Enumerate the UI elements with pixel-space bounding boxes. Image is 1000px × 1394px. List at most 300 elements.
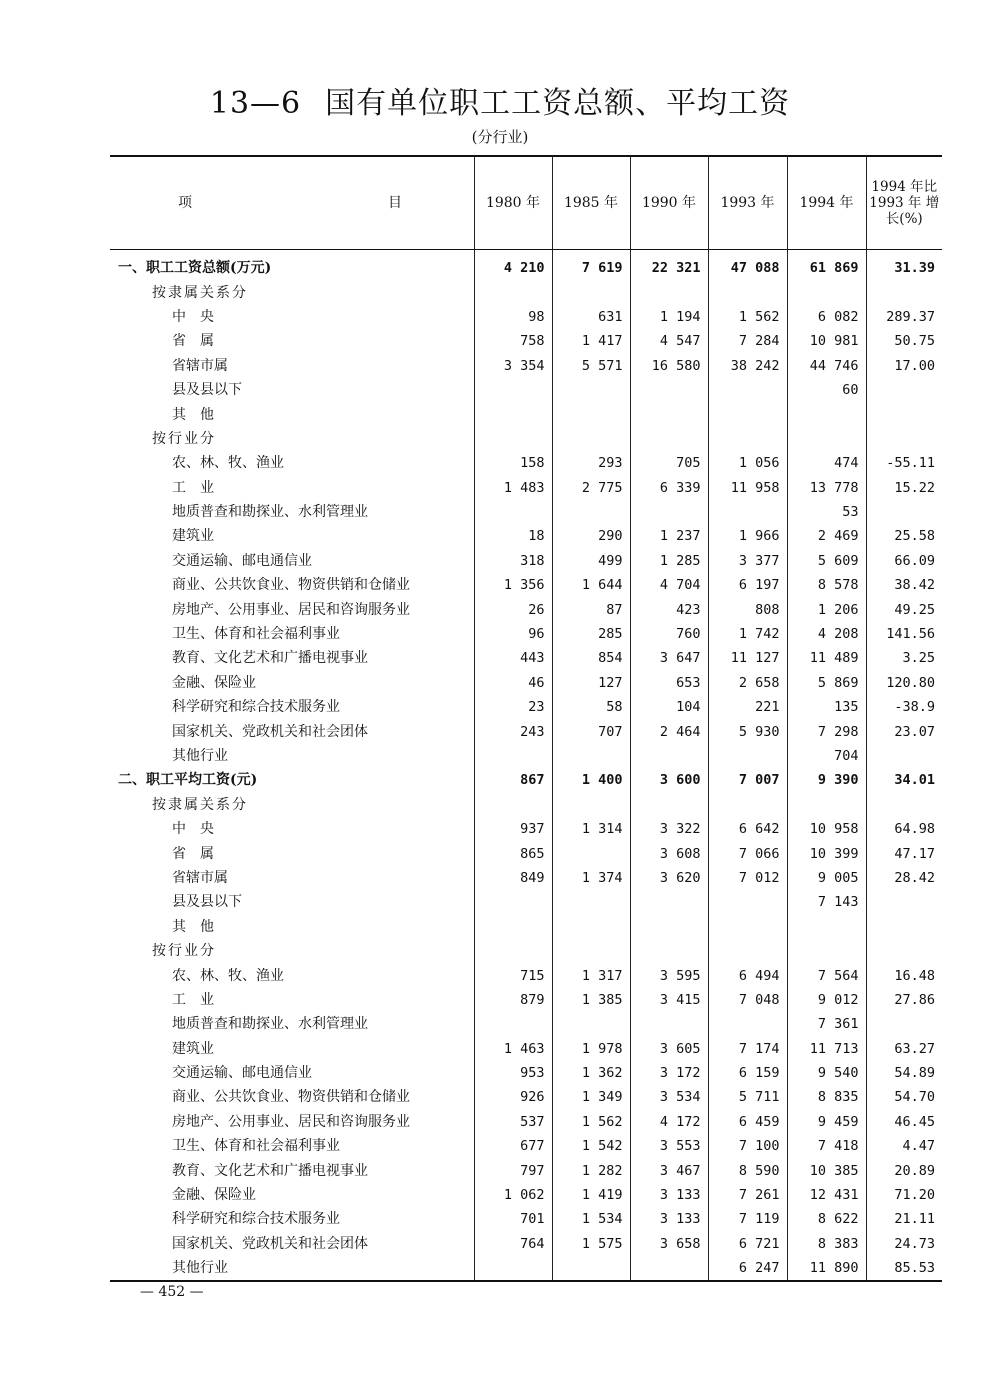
row-label: 其他行业 — [110, 1256, 474, 1281]
header-item-label: 项 — [178, 195, 192, 211]
row-value — [630, 378, 708, 402]
row-value: 1 374 — [552, 866, 630, 890]
section-row — [110, 768, 942, 792]
table-row — [110, 1134, 942, 1158]
row-value: 1 356 — [474, 573, 552, 597]
row-label: 县及县以下 — [172, 382, 242, 399]
table-row — [110, 988, 942, 1012]
row-value — [866, 378, 942, 402]
group-row — [110, 939, 942, 963]
row-label: 地质普查和勘探业、水利管理业 — [172, 504, 368, 521]
row-value — [708, 890, 787, 914]
row-value: 54.89 — [866, 1061, 942, 1085]
row-label: 中央 — [172, 821, 228, 838]
table-body — [110, 250, 942, 1282]
row-value: 47.17 — [866, 841, 942, 865]
row-value: 1 483 — [474, 476, 552, 500]
row-value: 9 012 — [787, 988, 866, 1012]
row-value: 63.27 — [866, 1037, 942, 1061]
row-value: 11 127 — [708, 646, 787, 670]
table-title — [0, 78, 1000, 122]
row-value — [474, 402, 552, 426]
row-value — [866, 939, 942, 963]
row-value: 1 966 — [708, 524, 787, 548]
table-row — [110, 402, 942, 426]
row-label: 国家机关、党政机关和社会团体 — [172, 723, 368, 740]
row-value — [552, 890, 630, 914]
row-value: 1 562 — [708, 305, 787, 329]
row-value: 135 — [787, 695, 866, 719]
row-value — [630, 1012, 708, 1036]
table-row — [110, 671, 942, 695]
row-value: 10 958 — [787, 817, 866, 841]
row-value — [708, 939, 787, 963]
row-value: 926 — [474, 1085, 552, 1109]
row-value: 1 542 — [552, 1134, 630, 1158]
table-number: 13—6 — [209, 86, 302, 121]
header-row — [110, 156, 942, 250]
row-value — [708, 402, 787, 426]
row-value: 44 746 — [787, 354, 866, 378]
row-value: 1 978 — [552, 1037, 630, 1061]
row-value: 3 620 — [630, 866, 708, 890]
row-value: 23.07 — [866, 719, 942, 743]
row-value: 715 — [474, 963, 552, 987]
row-value: 474 — [787, 451, 866, 475]
row-label: 地质普查和勘探业、水利管理业 — [172, 1016, 368, 1033]
row-label: 教育、文化艺术和广播电视事业 — [172, 650, 368, 667]
row-value — [552, 915, 630, 939]
row-label: 农、林、牧、渔业 — [172, 967, 284, 984]
row-value: 3 600 — [630, 768, 708, 792]
row-value — [630, 744, 708, 768]
row-value: 64.98 — [866, 817, 942, 841]
row-value — [552, 280, 630, 304]
row-value: 66.09 — [866, 549, 942, 573]
row-value: 1 534 — [552, 1207, 630, 1231]
row-value: 31.39 — [866, 250, 942, 281]
row-value: 120.80 — [866, 671, 942, 695]
row-value: 16 580 — [630, 354, 708, 378]
row-value: 10 399 — [787, 841, 866, 865]
row-label: 国家机关、党政机关和社会团体 — [172, 1235, 368, 1252]
row-value: 6 494 — [708, 963, 787, 987]
row-value — [866, 1012, 942, 1036]
row-value — [787, 915, 866, 939]
row-value: 49.25 — [866, 597, 942, 621]
row-value — [552, 841, 630, 865]
row-value: 8 622 — [787, 1207, 866, 1231]
row-value: 34.01 — [866, 768, 942, 792]
row-value: 1 562 — [552, 1110, 630, 1134]
row-value: 3 172 — [630, 1061, 708, 1085]
row-value: 12 431 — [787, 1183, 866, 1207]
row-value — [552, 1012, 630, 1036]
row-value: -38.9 — [866, 695, 942, 719]
table-row — [110, 646, 942, 670]
row-value: 6 197 — [708, 573, 787, 597]
table-title-text: 国有单位职工工资总额、平均工资 — [325, 86, 791, 121]
row-value — [708, 744, 787, 768]
row-label: 其他 — [172, 406, 228, 423]
row-value — [708, 793, 787, 817]
row-value: 1 285 — [630, 549, 708, 573]
row-value — [630, 1256, 708, 1281]
row-value: 953 — [474, 1061, 552, 1085]
group-row — [110, 793, 942, 817]
row-value: 3 133 — [630, 1183, 708, 1207]
table-row — [110, 1232, 942, 1256]
row-value: 1 644 — [552, 573, 630, 597]
row-value: 293 — [552, 451, 630, 475]
row-value: 21.11 — [866, 1207, 942, 1231]
row-value: 38 242 — [708, 354, 787, 378]
row-value — [552, 378, 630, 402]
row-value: 18 — [474, 524, 552, 548]
table-row — [110, 1158, 942, 1182]
row-value: 3 608 — [630, 841, 708, 865]
row-value: 4 704 — [630, 573, 708, 597]
row-label: 省属 — [172, 845, 228, 862]
row-value — [630, 915, 708, 939]
row-value: 8 578 — [787, 573, 866, 597]
row-value: 61 869 — [787, 250, 866, 281]
row-value: 9 540 — [787, 1061, 866, 1085]
row-value: 96 — [474, 622, 552, 646]
row-value: 7 007 — [708, 768, 787, 792]
row-label: 其他行业 — [172, 748, 228, 764]
row-value: 5 930 — [708, 719, 787, 743]
row-value — [866, 793, 942, 817]
row-value — [474, 427, 552, 451]
row-value: 10 385 — [787, 1158, 866, 1182]
row-value: 7 564 — [787, 963, 866, 987]
row-value: 653 — [630, 671, 708, 695]
row-value: 1 419 — [552, 1183, 630, 1207]
row-value — [630, 427, 708, 451]
wage-table — [110, 155, 942, 1282]
row-value: 6 159 — [708, 1061, 787, 1085]
table-row — [110, 500, 942, 524]
row-value — [474, 939, 552, 963]
row-label: 科学研究和综合技术服务业 — [172, 1211, 340, 1228]
row-label: 房地产、公用事业、居民和咨询服务业 — [172, 1113, 410, 1130]
row-value: 26 — [474, 597, 552, 621]
row-label: 房地产、公用事业、居民和咨询服务业 — [172, 601, 410, 618]
row-value: 760 — [630, 622, 708, 646]
table-row — [110, 1207, 942, 1231]
row-value: 5 609 — [787, 549, 866, 573]
row-value: 6 721 — [708, 1232, 787, 1256]
row-value: 46.45 — [866, 1110, 942, 1134]
row-value — [630, 500, 708, 524]
table-row — [110, 573, 942, 597]
row-value: 7 143 — [787, 890, 866, 914]
row-value: 1 237 — [630, 524, 708, 548]
row-value — [866, 890, 942, 914]
row-value: 38.42 — [866, 573, 942, 597]
header-year-1985: 1985 年 — [552, 156, 630, 250]
row-value: 16.48 — [866, 963, 942, 987]
row-value: 1 362 — [552, 1061, 630, 1085]
row-value — [474, 793, 552, 817]
row-value: 289.37 — [866, 305, 942, 329]
row-label: 交通运输、邮电通信业 — [172, 552, 312, 569]
table-row — [110, 744, 942, 768]
row-label: 省属 — [172, 333, 228, 350]
table-row — [110, 695, 942, 719]
table-row — [110, 476, 942, 500]
table-row — [110, 866, 942, 890]
row-value: 4 208 — [787, 622, 866, 646]
row-value: 27.86 — [866, 988, 942, 1012]
row-value: 3 415 — [630, 988, 708, 1012]
row-value — [552, 427, 630, 451]
table-row — [110, 329, 942, 353]
row-value: 4.47 — [866, 1134, 942, 1158]
row-value: 865 — [474, 841, 552, 865]
row-value — [552, 500, 630, 524]
row-value: 3 647 — [630, 646, 708, 670]
table-row — [110, 622, 942, 646]
row-value: 9 390 — [787, 768, 866, 792]
row-value: 3 595 — [630, 963, 708, 987]
table-row — [110, 597, 942, 621]
row-value: 443 — [474, 646, 552, 670]
row-label: 金融、保险业 — [172, 1187, 256, 1204]
table-row — [110, 524, 942, 548]
row-value — [708, 1012, 787, 1036]
row-value — [474, 915, 552, 939]
row-value: 705 — [630, 451, 708, 475]
table-subtitle: (分行业) — [471, 128, 529, 146]
row-value: 46 — [474, 671, 552, 695]
table-row — [110, 841, 942, 865]
row-value: 290 — [552, 524, 630, 548]
row-value — [552, 402, 630, 426]
row-value: 20.89 — [866, 1158, 942, 1182]
row-value — [787, 939, 866, 963]
row-value: 23 — [474, 695, 552, 719]
row-value: 7 298 — [787, 719, 866, 743]
row-value: 3 658 — [630, 1232, 708, 1256]
row-value: 879 — [474, 988, 552, 1012]
table-row — [110, 817, 942, 841]
row-value: 1 056 — [708, 451, 787, 475]
row-label: 科学研究和综合技术服务业 — [172, 699, 340, 716]
row-label: 交通运输、邮电通信业 — [172, 1065, 312, 1082]
row-label: 二、职工平均工资(元) — [118, 772, 258, 789]
row-value — [474, 378, 552, 402]
row-value: 24.73 — [866, 1232, 942, 1256]
row-label: 商业、公共饮食业、物资供销和仓储业 — [172, 577, 410, 594]
row-label: 卫生、体育和社会福利事业 — [172, 1138, 340, 1155]
row-value: 50.75 — [866, 329, 942, 353]
table-row — [110, 451, 942, 475]
table-row — [110, 1110, 942, 1134]
row-value — [787, 402, 866, 426]
row-value: 6 642 — [708, 817, 787, 841]
row-value: 127 — [552, 671, 630, 695]
row-value: 1 314 — [552, 817, 630, 841]
row-value: 7 361 — [787, 1012, 866, 1036]
row-value: 849 — [474, 866, 552, 890]
row-value: 537 — [474, 1110, 552, 1134]
row-value: 6 459 — [708, 1110, 787, 1134]
row-value — [866, 280, 942, 304]
row-label: 省辖市属 — [172, 357, 228, 374]
row-value — [474, 280, 552, 304]
row-value: 104 — [630, 695, 708, 719]
row-value: 7 066 — [708, 841, 787, 865]
row-value — [630, 280, 708, 304]
row-label: 卫生、体育和社会福利事业 — [172, 626, 340, 643]
row-value: 15.22 — [866, 476, 942, 500]
row-label: 教育、文化艺术和广播电视事业 — [172, 1162, 368, 1179]
row-label: 建筑业 — [172, 1040, 214, 1057]
row-value: 285 — [552, 622, 630, 646]
row-value: 707 — [552, 719, 630, 743]
table-row — [110, 378, 942, 402]
row-value: 2 775 — [552, 476, 630, 500]
row-value — [474, 1012, 552, 1036]
table-row — [110, 963, 942, 987]
row-value — [474, 1256, 552, 1281]
row-value: 7 012 — [708, 866, 787, 890]
row-value: 631 — [552, 305, 630, 329]
row-value: 141.56 — [866, 622, 942, 646]
row-value — [474, 500, 552, 524]
row-value — [552, 744, 630, 768]
row-value — [474, 890, 552, 914]
table-row — [110, 1085, 942, 1109]
page-number: — 452 — — [140, 1284, 204, 1300]
row-value: 1 317 — [552, 963, 630, 987]
row-label: 金融、保险业 — [172, 674, 256, 691]
row-value: 3 377 — [708, 549, 787, 573]
row-value: 677 — [474, 1134, 552, 1158]
row-value: 9 005 — [787, 866, 866, 890]
row-value: 9 459 — [787, 1110, 866, 1134]
row-value: 423 — [630, 597, 708, 621]
table-row — [110, 354, 942, 378]
row-label: 其他 — [172, 918, 228, 935]
row-value: 158 — [474, 451, 552, 475]
table-row — [110, 1012, 942, 1036]
header-growth-label: 1994 年比 1993 年 增长(%) — [869, 179, 940, 227]
row-value: 7 048 — [708, 988, 787, 1012]
row-value: 1 385 — [552, 988, 630, 1012]
row-value: 2 469 — [787, 524, 866, 548]
row-value: 7 100 — [708, 1134, 787, 1158]
row-value: 808 — [708, 597, 787, 621]
row-value: 1 463 — [474, 1037, 552, 1061]
row-value — [866, 427, 942, 451]
row-value: 13 778 — [787, 476, 866, 500]
row-value: 11 958 — [708, 476, 787, 500]
table-row — [110, 549, 942, 573]
section-row — [110, 250, 942, 281]
row-value: 60 — [787, 378, 866, 402]
row-value: 10 981 — [787, 329, 866, 353]
row-label: 按行业分 — [152, 430, 216, 447]
row-value: 764 — [474, 1232, 552, 1256]
row-value — [474, 744, 552, 768]
row-value: 6 082 — [787, 305, 866, 329]
row-value: 7 174 — [708, 1037, 787, 1061]
header-year-1990: 1990 年 — [630, 156, 708, 250]
row-value: 867 — [474, 768, 552, 792]
row-value: 5 711 — [708, 1085, 787, 1109]
row-value — [708, 500, 787, 524]
header-year-1980: 1980 年 — [474, 156, 552, 250]
row-value — [866, 744, 942, 768]
row-value: 1 206 — [787, 597, 866, 621]
row-value: 5 869 — [787, 671, 866, 695]
row-value: 98 — [474, 305, 552, 329]
row-value — [630, 890, 708, 914]
row-value: 11 890 — [787, 1256, 866, 1281]
row-label: 中央 — [172, 308, 228, 325]
row-value: 53 — [787, 500, 866, 524]
row-value: 3 322 — [630, 817, 708, 841]
row-value — [630, 402, 708, 426]
row-value — [787, 280, 866, 304]
row-value: 17.00 — [866, 354, 942, 378]
group-row — [110, 280, 942, 304]
row-value: 221 — [708, 695, 787, 719]
row-value — [552, 793, 630, 817]
row-value: 1 400 — [552, 768, 630, 792]
row-value: 87 — [552, 597, 630, 621]
table-row — [110, 1061, 942, 1085]
row-value — [708, 378, 787, 402]
row-value: 3.25 — [866, 646, 942, 670]
row-label: 商业、公共饮食业、物资供销和仓储业 — [172, 1089, 410, 1106]
row-value: 318 — [474, 549, 552, 573]
row-value: 2 658 — [708, 671, 787, 695]
row-value: 47 088 — [708, 250, 787, 281]
header-item-label-2: 目 — [388, 195, 402, 211]
row-label: 一、职工工资总额(万元) — [118, 260, 272, 277]
row-label: 县及县以下 — [172, 894, 242, 911]
row-value: 54.70 — [866, 1085, 942, 1109]
row-label: 农、林、牧、渔业 — [172, 455, 284, 472]
row-value — [787, 427, 866, 451]
row-value: 3 354 — [474, 354, 552, 378]
table-row — [110, 719, 942, 743]
table-row — [110, 1256, 942, 1281]
row-value — [866, 500, 942, 524]
row-value: 4 172 — [630, 1110, 708, 1134]
row-value: 5 571 — [552, 354, 630, 378]
row-value: 704 — [787, 744, 866, 768]
table-row — [110, 890, 942, 914]
row-value: 7 418 — [787, 1134, 866, 1158]
row-label: 建筑业 — [172, 528, 214, 545]
row-value: 58 — [552, 695, 630, 719]
row-label: 按隶属关系分 — [152, 796, 248, 813]
row-value: 8 835 — [787, 1085, 866, 1109]
row-value: 7 284 — [708, 329, 787, 353]
row-value: 4 210 — [474, 250, 552, 281]
row-value: 2 464 — [630, 719, 708, 743]
row-value: 8 383 — [787, 1232, 866, 1256]
row-value — [787, 793, 866, 817]
row-value: 11 489 — [787, 646, 866, 670]
row-value — [630, 793, 708, 817]
row-value: 11 713 — [787, 1037, 866, 1061]
